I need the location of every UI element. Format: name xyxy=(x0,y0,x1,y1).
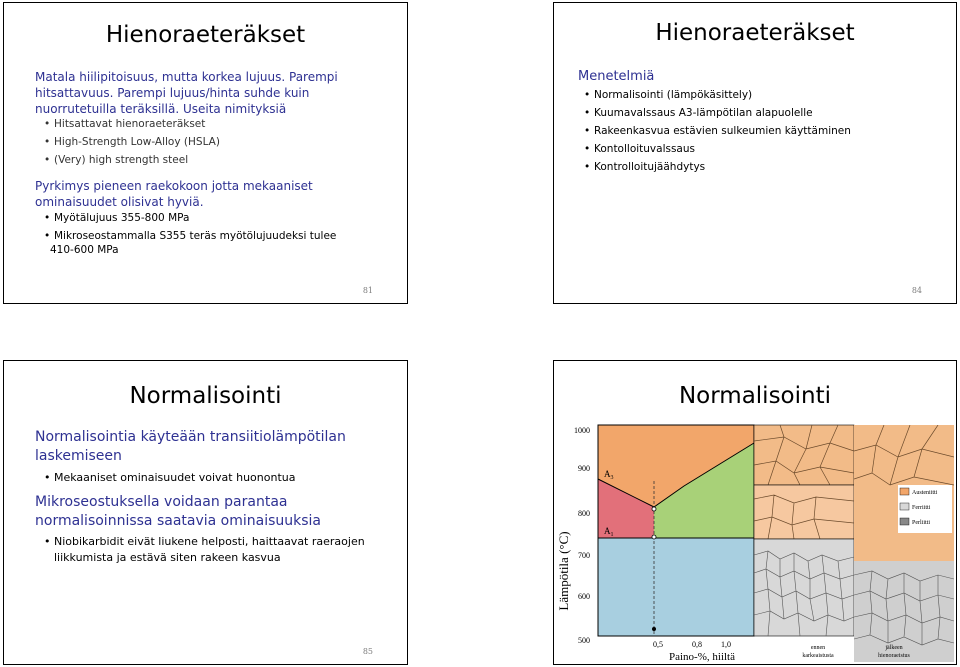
paragraph-line: ominaisuudet olisivat hyviä. xyxy=(35,195,204,209)
x-tick-label: 0,8 xyxy=(692,640,702,649)
y-tick-label: 600 xyxy=(578,592,590,601)
paragraph-line: Normalisointia käyteään transiitiolämpötilan xyxy=(35,429,346,445)
slide-81 xyxy=(3,2,408,304)
paragraph-line: normalisoinnissa saatavia ominaisuuksia xyxy=(35,513,322,529)
paragraph-line: laskemiseen xyxy=(35,448,122,464)
legend xyxy=(898,485,952,533)
slide-title: Hienoraeteräkset xyxy=(105,22,306,48)
before-label: ennen xyxy=(810,645,826,651)
list-item: • Normalisointi (lämpökäsittely) xyxy=(584,86,851,104)
after-label: jälkeen xyxy=(885,645,903,651)
list-item: • Hitsattavat hienoraeteräkset xyxy=(44,115,220,133)
bullet-list xyxy=(44,115,220,169)
slide-normalisointi-diagram xyxy=(553,360,957,665)
legend-swatch-perliitti xyxy=(900,518,909,525)
legend-label: Perliitti xyxy=(912,520,930,526)
slide-title: Normalisointi xyxy=(678,383,832,409)
list-item: • Myötälujuus 355-800 MPa xyxy=(44,209,336,227)
x-axis-label: Paino-%, hiiltä xyxy=(669,651,735,663)
intro-line: hitsattavuus. Parempi lujuus/hinta suhde kuin xyxy=(35,86,310,100)
list-item: • Kontolloituvalssaus xyxy=(584,140,851,158)
bullet-list xyxy=(584,86,851,176)
list-item: • Niobikarbidit eivät liukene helposti, haittaavat raeraojen liikkumista ja estävä siten rakeen kasvua xyxy=(44,534,374,566)
list-item: • Mikroseostammalla S355 teräs myötölujuudeksi tulee xyxy=(44,227,336,245)
slide-title: Normalisointi xyxy=(129,383,282,409)
page-number: 84 xyxy=(911,286,922,295)
paragraph-line: Mikroseostuksella voidaan parantaa xyxy=(35,494,288,510)
before-label: karkeaistusta xyxy=(802,653,834,659)
y-tick-label: 900 xyxy=(578,464,590,473)
legend-label: Ferriitti xyxy=(912,505,931,511)
intro-line: Matala hiilipitoisuus, mutta korkea lujuus. Parempi xyxy=(35,70,338,84)
paragraph xyxy=(35,428,346,466)
list-item: • Kontrolloitujäähdytys xyxy=(584,158,851,176)
x-tick-label: 0,5 xyxy=(653,640,663,649)
slide-title: Hienoraeteräkset xyxy=(655,20,855,46)
y-axis-label: Lämpötila (°C) xyxy=(556,531,571,611)
list-item-continuation: 410-600 MPa xyxy=(50,244,119,256)
page-number: 81 xyxy=(362,286,373,295)
fe-c-phase-diagram xyxy=(554,361,956,664)
list-item: • Kuumavalssaus A3-lämpötilan alapuolelle xyxy=(584,104,851,122)
bullet-list xyxy=(44,534,374,566)
bullet-list xyxy=(44,470,295,486)
y-tick-label: 1000 xyxy=(574,426,590,435)
paragraph xyxy=(35,178,313,210)
intro-text xyxy=(35,69,338,117)
page-number: 85 xyxy=(362,647,373,656)
y-tick-label: 500 xyxy=(578,636,590,645)
y-tick-label: 700 xyxy=(578,551,590,560)
composition-point xyxy=(652,507,656,511)
list-item: • (Very) high strength steel xyxy=(44,151,220,169)
composition-point xyxy=(652,535,656,539)
slide-84 xyxy=(553,2,957,304)
a1-label: $A_1$ xyxy=(604,526,614,538)
a3-label: $A_3$ xyxy=(604,469,614,481)
legend-swatch-ferriitti xyxy=(900,503,909,510)
intro-line: nuorrutetuilla teräksillä. Useita nimityksiä xyxy=(35,102,287,116)
bullet-list xyxy=(44,209,336,245)
legend-swatch-austeniitti xyxy=(900,488,909,495)
section-heading: Menetelmiä xyxy=(578,69,655,84)
x-tick-label: 1,0 xyxy=(721,640,731,649)
microstructure-illustrations xyxy=(754,425,954,662)
slide-85 xyxy=(3,360,408,665)
after-label: hienoraeistus xyxy=(878,653,910,659)
list-item: • High-Strength Low-Alloy (HSLA) xyxy=(44,133,220,151)
paragraph-line: Pyrkimys pieneen raekokoon jotta mekaaniset xyxy=(35,179,313,193)
list-item: • Rakeenkasvua estävien sulkeumien käyttäminen xyxy=(584,122,851,140)
legend-label: Austeniitti xyxy=(912,490,938,496)
composition-point xyxy=(652,627,656,631)
y-tick-label: 800 xyxy=(578,509,590,518)
paragraph xyxy=(35,493,321,531)
list-item: • Mekaaniset ominaisuudet voivat huonontua xyxy=(44,470,295,486)
